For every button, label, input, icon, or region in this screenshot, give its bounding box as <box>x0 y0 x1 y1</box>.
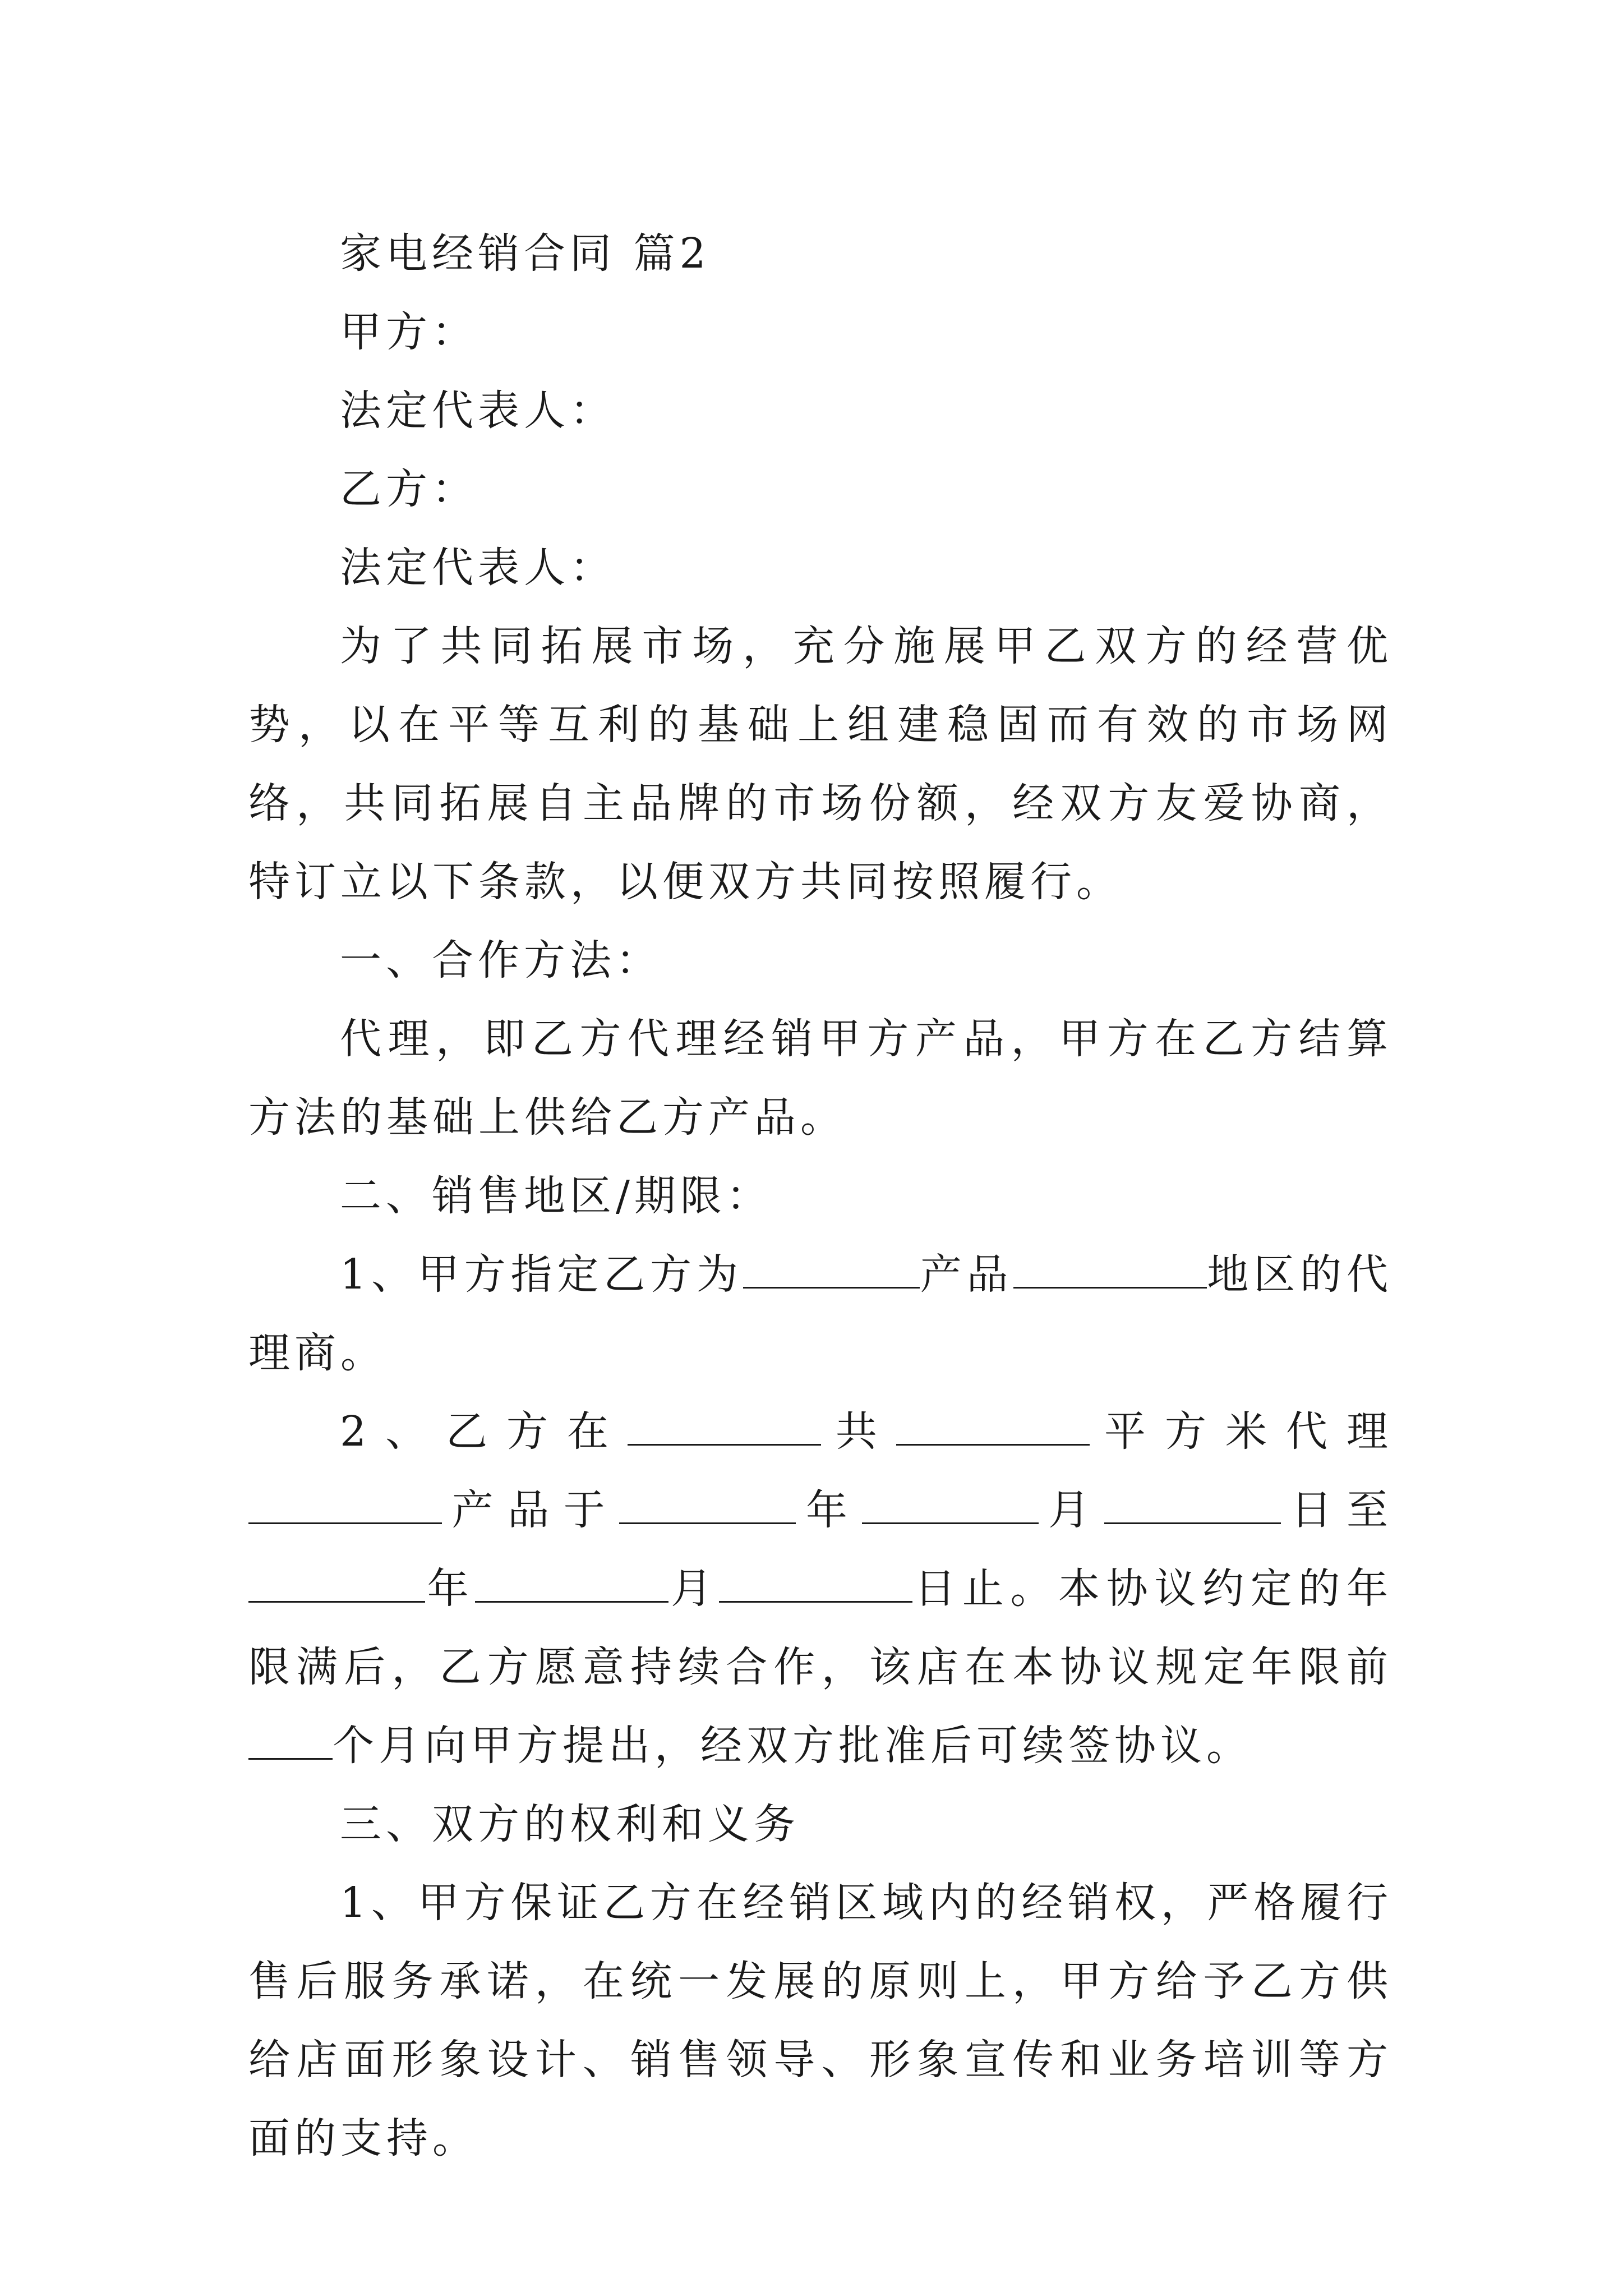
blank-field <box>719 1563 912 1603</box>
contract-body <box>248 214 1393 2178</box>
clause-text: 月 <box>1038 1486 1104 1534</box>
clause-text: 共 <box>821 1407 897 1456</box>
document-title: 家电经销合同 篇2 <box>340 229 711 278</box>
clause-text: 月 <box>668 1565 719 1613</box>
clause-text: 2、乙方在 <box>340 1407 628 1456</box>
section-3-item-1: 1、甲方保证乙方在经销区域内的经销权，严格履行售后服务承诺，在统一发展的原则上，甲方给予乙方供给店面形象设计、销售领导、形象宣传和业务培训等方面的支持。 <box>248 1879 1393 2162</box>
section-1-heading: 一、合作方法： <box>340 936 662 984</box>
clause-text: 年 <box>796 1486 862 1534</box>
blank-field <box>896 1406 1090 1446</box>
blank-field <box>862 1485 1039 1524</box>
party-b-representative-label: 法定代表人： <box>340 544 616 592</box>
clause-text: 平方米代理 <box>1090 1407 1393 1456</box>
clause-text: 日止。本协议约定的年限满后，乙方愿意持续合作，该店在本协议规定年限前 <box>248 1565 1393 1691</box>
section-2-item-1 <box>248 1235 1393 1392</box>
party-b-label: 乙方： <box>340 465 478 513</box>
clause-text: 1、甲方指定乙方为 <box>340 1250 743 1299</box>
clause-text: 产品 <box>919 1250 1013 1299</box>
blank-field <box>619 1485 796 1524</box>
intro-paragraph: 为了共同拓展市场，充分施展甲乙双方的经营优势，以在平等互利的基础上组建稳固而有效的市场网络，共同拓展自主品牌的市场份额，经双方友爱协商，特订立以下条款，以便双方共同按照履行。 <box>248 622 1393 906</box>
blank-field <box>1104 1485 1281 1524</box>
clause-text: 地区的代理商。 <box>248 1250 1393 1377</box>
section-1-body: 代理，即乙方代理经销甲方产品，甲方在乙方结算方法的基础上供给乙方产品。 <box>248 1015 1393 1142</box>
blank-field <box>248 1563 425 1603</box>
blank-field <box>248 1485 442 1524</box>
section-3-heading: 三、双方的权利和义务 <box>340 1800 800 1848</box>
blank-field <box>475 1563 668 1603</box>
clause-text: 日至 <box>1280 1486 1393 1534</box>
blank-field <box>628 1406 821 1446</box>
clause-text: 年 <box>425 1565 476 1613</box>
blank-field <box>1013 1249 1207 1289</box>
party-a-label: 甲方： <box>340 308 478 356</box>
blank-field <box>248 1720 333 1760</box>
clause-text: 个月向甲方提出，经双方批准后可续签协议。 <box>333 1722 1252 1770</box>
section-2-heading: 二、销售地区/期限： <box>340 1172 772 1220</box>
clause-text: 产品于 <box>442 1486 620 1534</box>
section-2-item-2 <box>248 1392 1393 1785</box>
party-a-representative-label: 法定代表人： <box>340 386 616 435</box>
blank-field <box>743 1249 920 1289</box>
